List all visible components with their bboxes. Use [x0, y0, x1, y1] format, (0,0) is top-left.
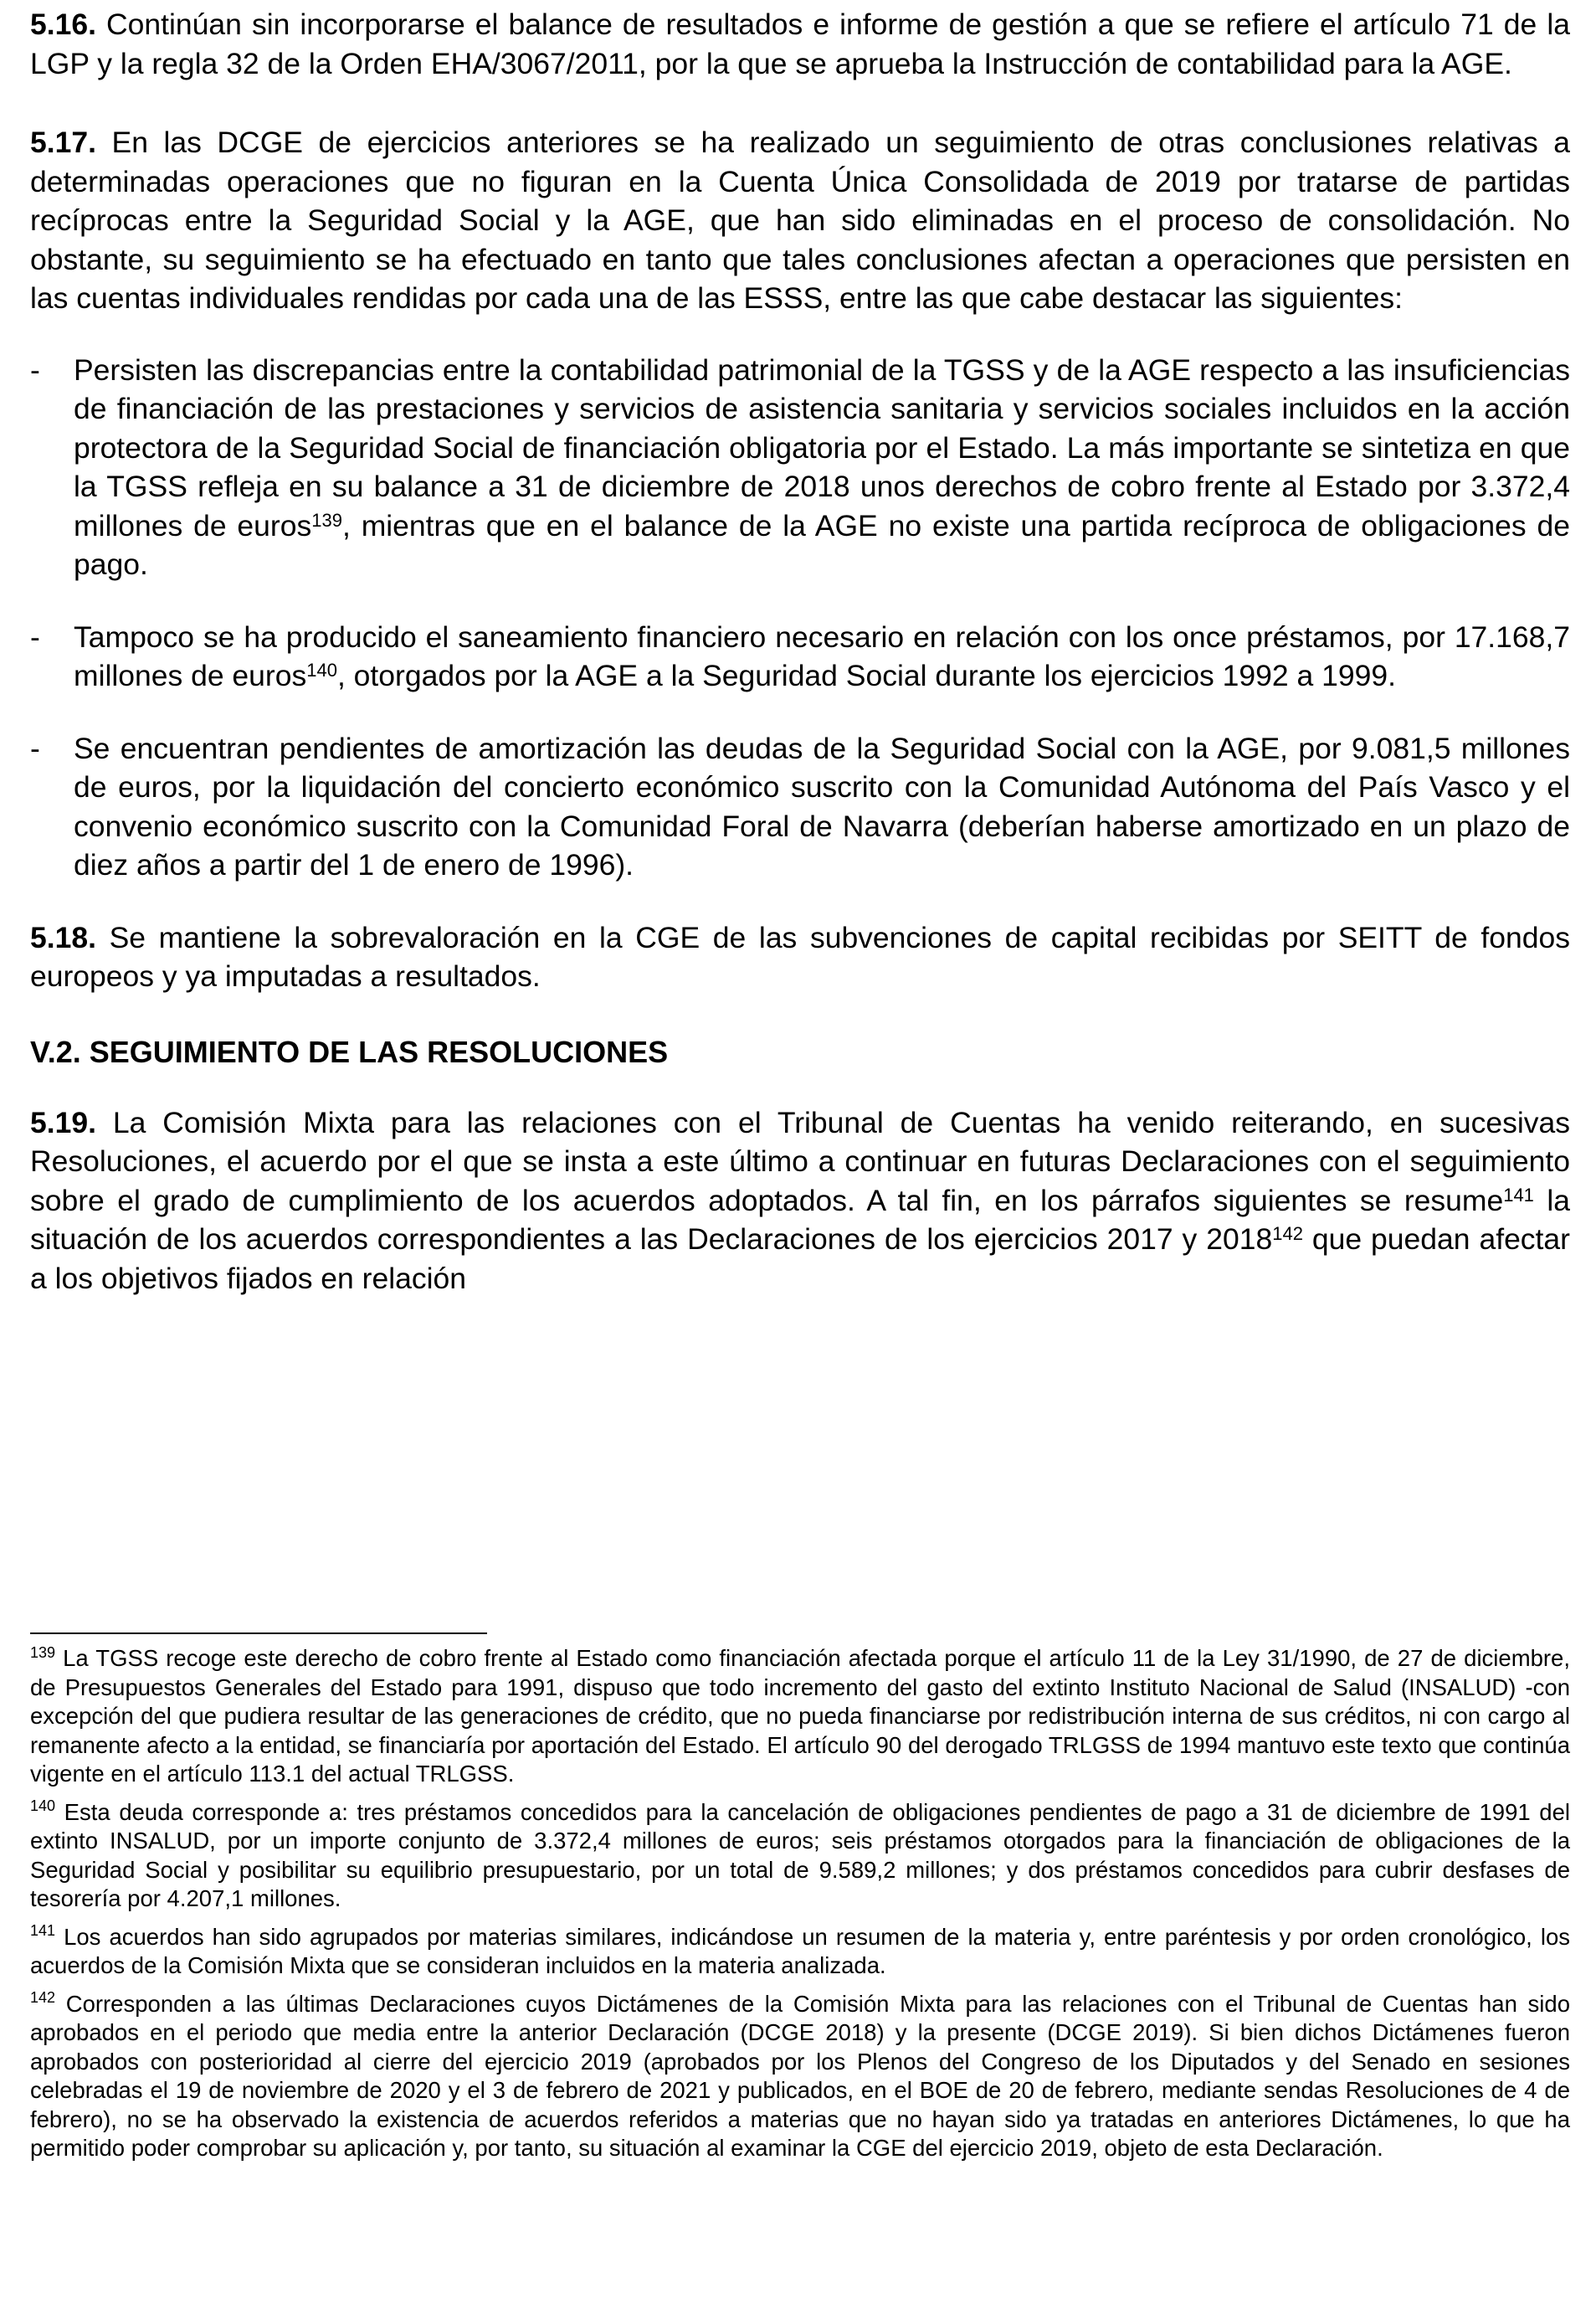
- footnote-ref-140: 140: [306, 660, 337, 681]
- paragraph-text: Se mantiene la sobrevaloración en la CGE de las subvenciones de capital recibidas por SEITT de fondos europeos y ya imputadas a resultados.: [30, 920, 1570, 993]
- paragraph-number: 5.19.: [30, 1105, 96, 1139]
- footnote-number: 142: [30, 1989, 56, 2007]
- footnote-ref-142: 142: [1272, 1223, 1303, 1245]
- bullet-text: Persisten las discrepancias entre la contabilidad patrimonial de la TGSS y de la AGE respecto a las insuficiencias de financiación de las prestaciones y servicios de asistencia sanitaria y servicios sociales incluidos en la acción protectora de la Seguridad Social de financiación obligatoria por el Estado. La más importante se sintetiza en que la TGSS refleja en su balance a 31 de diciembre de 2018 unos derechos de cobro frente al Estado por 3.372,4 millones de euros: [74, 352, 1570, 542]
- bullet-text: Se encuentran pendientes de amortización las deudas de la Seguridad Social con la AGE, por 9.081,5 millones de euros, por la liquidación del concierto económico suscrito con la Comunidad Autónoma del País Vasco y el convenio económico suscrito con la Comunidad Foral de Navarra (deberían haberse amortizado en un plazo de diez años a partir del 1 de enero de 1996).: [74, 731, 1570, 882]
- bullet-dash: -: [30, 620, 40, 654]
- footnote-139: [30, 1644, 1570, 1789]
- bullet-item-3: [30, 729, 1570, 885]
- footnote-separator: [30, 1632, 487, 1634]
- bullet-item-2: [30, 618, 1570, 696]
- footnote-ref-141: 141: [1503, 1184, 1534, 1206]
- paragraph-text: Continúan sin incorporarse el balance de resultados e informe de gestión a que se refiere el artículo 71 de la LGP y la regla 32 de la Orden EHA/3067/2011, por la que se aprueba la Instrucción de contabilidad para la AGE.: [30, 8, 1570, 80]
- paragraph-5-17: [30, 123, 1570, 318]
- footnote-141: [30, 1923, 1570, 1981]
- footnote-ref-139: 139: [311, 509, 342, 531]
- footnote-text: Corresponden a las últimas Declaraciones cuyos Dictámenes de la Comisión Mixta para las relaciones con el Tribunal de Cuentas han sido aprobados en el periodo que media entre la anterior Declaración (DCGE 2018) y la presente (DCGE 2019). Si bien dichos Dictámenes fueron aprobados con posterioridad al cierre del ejercicio 2019 (aprobados por los Plenos del Congreso de los Diputados y del Senado en sesiones celebradas el 19 de noviembre de 2020 y el 3 de febrero de 2021 y publicados, en el BOE de 20 de febrero, mediante sendas Resoluciones de 4 de febrero), no se ha observado la existencia de acuerdos referidos a materias que no hayan sido ya tratadas en anteriores Dictámenes, lo que ha permitido poder comprobar su aplicación y, por tanto, su situación al examinar la CGE del ejercicio 2019, objeto de esta Declaración.: [30, 1990, 1570, 2161]
- footnotes: [30, 1644, 1570, 2163]
- footnote-text: La TGSS recoge este derecho de cobro frente al Estado como financiación afectada porque el artículo 11 de la Ley 31/1990, de 27 de diciembre, de Presupuestos Generales del Estado para 1991, dispuso que todo incremento del gasto del extinto Instituto Nacional de Salud (INSALUD) -con excepción del que pudiera resultar de las generaciones de crédito, que no pueda financiarse por redistribución interna de sus créditos, ni con cargo al remanente afecto a la entidad, se financiaría por aportación del Estado. El artículo 90 del derogado TRLGSS de 1994 mantuvo este texto que continúa vigente en el artículo 113.1 del actual TRLGSS.: [30, 1645, 1570, 1787]
- paragraph-text-cont: la situación de los acuerdos correspondientes a las Declaraciones de los ejercicios 2017 y 2018: [30, 1183, 1570, 1256]
- paragraph-text: La Comisión Mixta para las relaciones con el Tribunal de Cuentas ha venido reiterando, en sucesivas Resoluciones, el acuerdo por el que se insta a este último a continuar en futuras Declaraciones con el seguimiento sobre el grado de cumplimiento de los acuerdos adoptados. A tal fin, en los párrafos siguientes se resume: [30, 1105, 1570, 1217]
- footnote-140: [30, 1798, 1570, 1914]
- paragraph-5-18: [30, 918, 1570, 996]
- footnote-number: 139: [30, 1643, 56, 1661]
- document-page: [30, 5, 1570, 1298]
- paragraph-5-19: [30, 1103, 1570, 1298]
- paragraph-text-end: que puedan afectar a los objetivos fijados en relación: [30, 1222, 1570, 1295]
- footnote-text: Los acuerdos han sido agrupados por materias similares, indicándose un resumen de la materia y, entre paréntesis y por orden cronológico, los acuerdos de la Comisión Mixta que se consideran incluidos en la materia analizada.: [30, 1923, 1570, 1978]
- footnote-142: [30, 1990, 1570, 2163]
- paragraph-number: 5.18.: [30, 920, 96, 954]
- paragraph-number: 5.16.: [30, 8, 96, 41]
- bullet-text-cont: , mientras que en el balance de la AGE no existe una partida recíproca de obligaciones de pago.: [74, 508, 1570, 581]
- bullet-item-1: [30, 351, 1570, 584]
- footnote-number: 141: [30, 1922, 56, 1940]
- footnote-number: 140: [30, 1797, 56, 1815]
- bullet-text: Tampoco se ha producido el saneamiento financiero necesario en relación con los once préstamos, por 17.168,7 millones de euros: [74, 620, 1570, 692]
- bullet-dash: -: [30, 731, 40, 765]
- paragraph-number: 5.17.: [30, 126, 96, 159]
- paragraph-text: En las DCGE de ejercicios anteriores se ha realizado un seguimiento de otras conclusiones relativas a determinadas operaciones que no figuran en la Cuenta Única Consolidada de 2019 por tratarse de partidas recíprocas entre la Seguridad Social y la AGE, que han sido eliminadas en el proceso de consolidación. No obstante, su seguimiento se ha efectuado en tanto que tales conclusiones afectan a operaciones que persisten en las cuentas individuales rendidas por cada una de las ESSS, entre las que cabe destacar las siguientes:: [30, 126, 1570, 315]
- footnote-text: Esta deuda corresponde a: tres préstamos concedidos para la cancelación de obligaciones pendientes de pago a 31 de diciembre de 1991 del extinto INSALUD, por un importe conjunto de 3.372,4 millones de euros; seis préstamos otorgados para la financiación de obligaciones de la Seguridad Social y posibilitar su equilibrio presupuestario, por un total de 9.589,2 millones; y dos préstamos concedidos para cubrir desfases de tesorería por 4.207,1 millones.: [30, 1798, 1570, 1911]
- paragraph-5-16: [30, 5, 1570, 83]
- bullet-dash: -: [30, 352, 40, 387]
- bullet-text-cont: , otorgados por la AGE a la Seguridad Social durante los ejercicios 1992 a 1999.: [336, 659, 1396, 692]
- section-heading: V.2. SEGUIMIENTO DE LAS RESOLUCIONES: [30, 1034, 669, 1069]
